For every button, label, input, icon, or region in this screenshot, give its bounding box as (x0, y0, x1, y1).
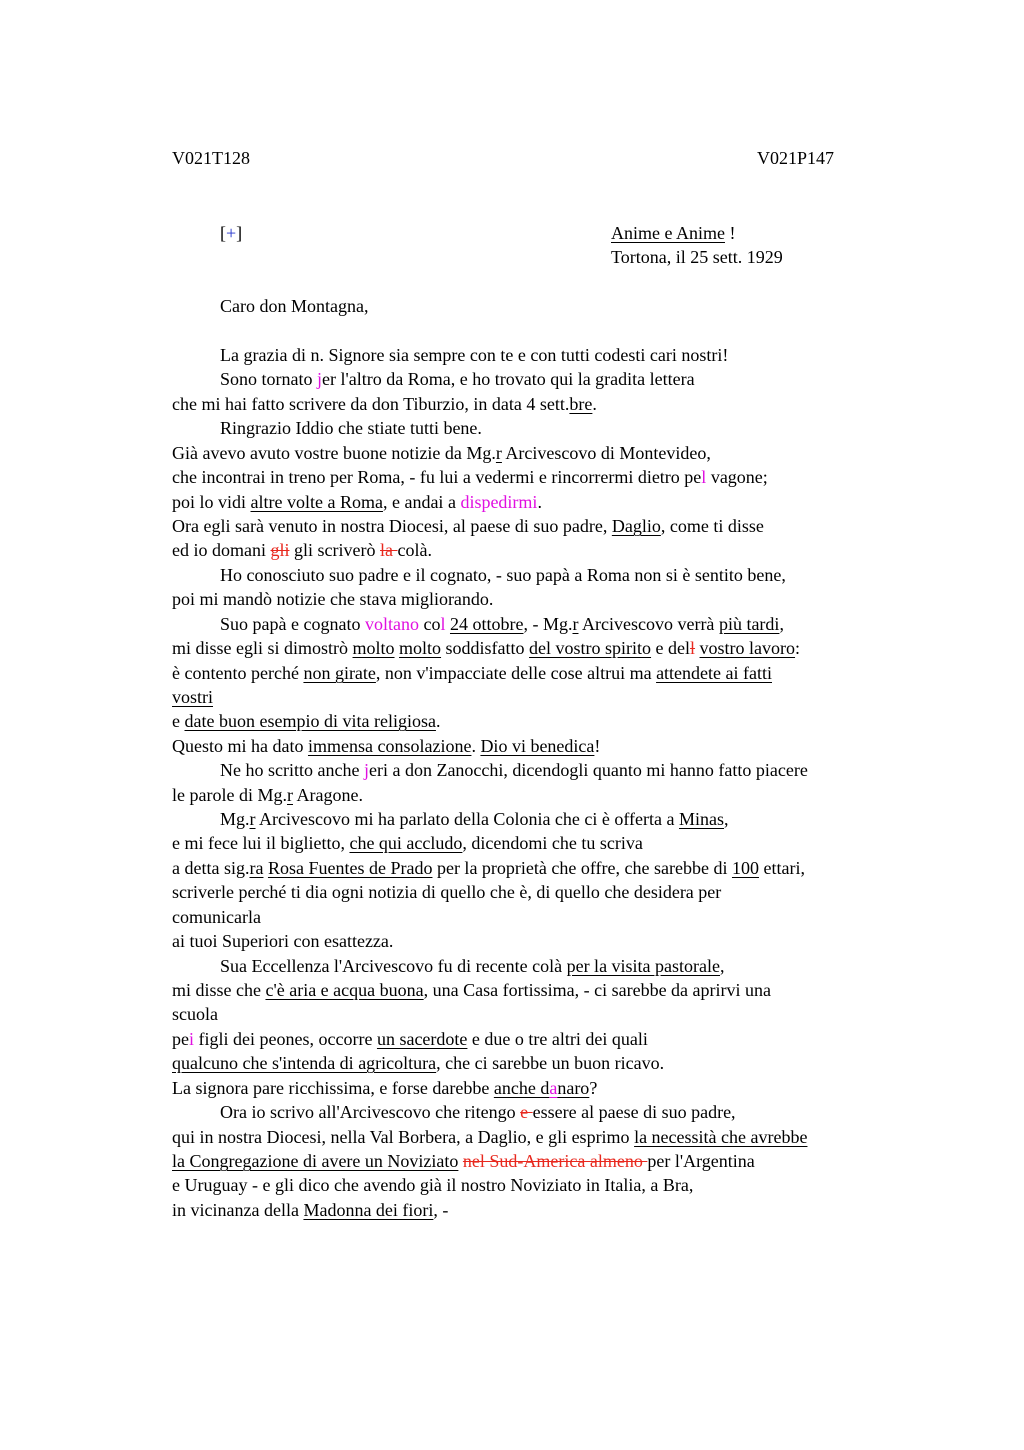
text-segment: essere al paese di suo padre, (532, 1102, 736, 1122)
text-segment: , (779, 614, 784, 634)
text-segment: Ne ho scritto anche (220, 760, 364, 780)
motto-exclamation: ! (724, 223, 736, 243)
letter-line (172, 465, 768, 489)
text-segment: co (418, 614, 441, 634)
text-segment: , (724, 809, 729, 829)
text-segment: naro (557, 1078, 590, 1098)
letter-line (172, 1051, 664, 1075)
text-segment: date buon esempio di vita religiosa (184, 711, 436, 731)
letter-line (172, 783, 363, 807)
text-segment: Aragone. (292, 785, 363, 805)
letter-line (220, 612, 784, 636)
letter-line (172, 978, 771, 1002)
text-segment: anche d (493, 1078, 550, 1098)
text-segment: figli dei peones, occorre (194, 1029, 377, 1049)
plus-marker: + (226, 223, 237, 243)
text-segment: dispedirmi (460, 492, 538, 512)
text-segment: voltano (364, 614, 419, 634)
letter-line (172, 1173, 693, 1197)
text-segment: . (435, 711, 441, 731)
motto-heading (611, 221, 735, 245)
text-segment: e due o tre altri dei quali (467, 1029, 648, 1049)
text-segment: non girate (303, 663, 376, 683)
text-segment: bre (569, 394, 593, 414)
text-segment: Dio vi benedica (480, 736, 595, 756)
text-segment: che incontrai in treno per Roma, - fu lui a vedermi e rincorrermi dietro pe (172, 467, 702, 487)
text-segment: , - Mg. (523, 614, 573, 634)
text-segment: Rosa Fuentes de Prado (267, 858, 433, 878)
text-segment: la Congregazione di avere un Noviziato (172, 1151, 459, 1171)
letter-line (172, 441, 711, 465)
text-segment: le parole di Mg. (172, 785, 287, 805)
text-segment: gli (270, 540, 290, 560)
text-segment: La signora pare ricchissima, e forse darebbe (172, 1078, 494, 1098)
letter-line (172, 514, 764, 538)
letter-line (172, 587, 493, 611)
text-segment: r (572, 614, 579, 634)
text-segment: immensa consolazione (307, 736, 472, 756)
text-segment: e Uruguay - e gli dico che avendo già il nostro Noviziato in Italia, a Bra, (172, 1175, 694, 1195)
letter-line (172, 1027, 648, 1051)
text-segment: . (537, 492, 542, 512)
letter-line (172, 1002, 218, 1026)
place-date: Tortona, il 25 sett. 1929 (611, 247, 783, 267)
text-segment: , (720, 956, 725, 976)
salutation: Caro don Montagna, (220, 296, 369, 316)
letter-line (172, 880, 721, 904)
text-segment: Questo mi ha dato (172, 736, 308, 756)
text-segment: r (495, 443, 502, 463)
text-segment: e (520, 1102, 533, 1122)
letter-line (220, 563, 786, 587)
text-segment: a (549, 1078, 558, 1098)
text-segment: altre volte a Roma (250, 492, 383, 512)
text-segment: molto (352, 638, 395, 658)
text-segment: c'è aria e acqua buona (265, 980, 424, 1000)
text-segment: j (363, 760, 369, 780)
text-segment: molto (399, 638, 442, 658)
text-segment: per la proprietà che offre, che sarebbe di (432, 858, 732, 878)
text-segment: nel Sud-America almeno (462, 1151, 648, 1171)
text-segment: , che ci sarebbe un buon ricavo. (436, 1053, 665, 1073)
text-segment: che mi hai fatto scrivere da don Tiburzio, in data 4 sett. (172, 394, 570, 414)
text-segment: , non v'impacciate delle cose altrui ma (375, 663, 657, 683)
text-segment: qui in nostra Diocesi, nella Val Borbera, a Daglio, e gli esprimo (172, 1127, 635, 1147)
text-segment: l (690, 638, 696, 658)
text-segment: attendete ai fatti (656, 663, 772, 683)
text-segment: j (317, 369, 323, 389)
letter-line (172, 709, 440, 733)
text-segment: poi mi mandò notizie che stava migliorando. (172, 589, 494, 609)
marker-open: [ (220, 223, 226, 243)
letter-line (220, 954, 725, 978)
letter-line (172, 1076, 597, 1100)
motto-text: Anime e Anime (611, 223, 725, 243)
text-segment: e mi fece lui il biglietto, (172, 833, 350, 853)
text-segment: , come ti disse (660, 516, 764, 536)
letter-line (172, 856, 805, 880)
text-segment: Arcivescovo di Montevideo, (501, 443, 711, 463)
text-segment: qualcuno che s'intenda di agricoltura (172, 1053, 437, 1073)
letter-line (220, 758, 808, 782)
marker-close: ] (236, 223, 243, 243)
letter-line (172, 661, 772, 685)
text-segment: più tardi (718, 614, 780, 634)
text-segment: , dicendomi che tu scriva (462, 833, 643, 853)
text-segment: Arcivescovo mi ha parlato della Colonia che ci è offerta a (255, 809, 680, 829)
text-segment: del vostro spirito (529, 638, 652, 658)
text-segment: l (701, 467, 707, 487)
letter-line (172, 392, 597, 416)
text-segment: Già avevo avuto vostre buone notizie da Mg. (172, 443, 496, 463)
letter-line (220, 807, 729, 831)
text-segment: eri a don Zanocchi, dicendogli quanto mi hanno fatto piacere (368, 760, 808, 780)
text-segment: per l'Argentina (647, 1151, 755, 1171)
letter-line (220, 367, 695, 391)
text-segment: Ho conosciuto suo padre e il cognato, - suo papà a Roma non si è sentito bene, (220, 565, 786, 585)
text-segment: e (172, 711, 185, 731)
text-segment: Suo papà e cognato (220, 614, 365, 634)
text-segment: Minas (679, 809, 725, 829)
text-segment: Daglio (611, 516, 661, 536)
text-segment: scuola (172, 1004, 218, 1024)
letter-line (220, 1100, 736, 1124)
text-segment: r (286, 785, 293, 805)
text-segment: mi disse egli si dimostrò (172, 638, 353, 658)
text-segment: : (795, 638, 801, 658)
letter-line (172, 538, 432, 562)
letter-line (172, 929, 393, 953)
text-segment: , - (433, 1200, 449, 1220)
letter-line (172, 905, 261, 929)
letter-line (172, 831, 643, 855)
text-segment: Madonna dei fiori (303, 1200, 434, 1220)
text-segment: ra (249, 858, 264, 878)
letter-line (220, 343, 728, 367)
text-segment: , e andai a (382, 492, 461, 512)
text-segment: in vicinanza della (172, 1200, 304, 1220)
text-segment: vostri (172, 687, 214, 707)
text-segment: , una Casa fortissima, - ci sarebbe da aprirvi una (423, 980, 772, 1000)
text-segment: Ringrazio Iddio che stiate tutti bene. (220, 418, 482, 438)
text-segment: pe (172, 1029, 189, 1049)
letter-line (172, 1149, 755, 1173)
text-segment: i (189, 1029, 195, 1049)
text-segment: . (592, 394, 597, 414)
text-segment: la (379, 540, 398, 560)
text-segment: a detta sig. (172, 858, 250, 878)
text-segment: Sua Eccellenza l'Arcivescovo fu di recente colà (220, 956, 567, 976)
text-segment: è contento perché (172, 663, 304, 683)
text-segment: l (440, 614, 446, 634)
insertion-marker (220, 221, 242, 245)
text-segment: Ora egli sarà venuto in nostra Diocesi, al paese di suo padre, (172, 516, 612, 536)
text-segment: ed io domani (172, 540, 271, 560)
text-segment: 24 ottobre (449, 614, 524, 634)
text-segment: e del (651, 638, 691, 658)
text-segment: . (471, 736, 481, 756)
text-segment: soddisfatto (441, 638, 530, 658)
text-segment: Arcivescovo verrà (578, 614, 719, 634)
letter-line (172, 1125, 807, 1149)
text-segment: Sono tornato (220, 369, 317, 389)
letter-line (172, 490, 542, 514)
text-segment: vostro lavoro (699, 638, 796, 658)
text-segment: La grazia di n. Signore sia sempre con te e con tutti codesti cari nostri! (220, 345, 729, 365)
text-segment: comunicarla (172, 907, 261, 927)
text-segment: che qui accludo (349, 833, 463, 853)
letter-line (172, 734, 600, 758)
text-segment: ? (589, 1078, 598, 1098)
text-segment: la necessità che avrebbe (634, 1127, 808, 1147)
text-segment: 100 (731, 858, 759, 878)
text-segment: ! (594, 736, 601, 756)
letter-line (172, 1198, 448, 1222)
text-segment: er l'altro da Roma, e ho trovato qui la gradita lettera (322, 369, 695, 389)
text-segment: vagone; (706, 467, 768, 487)
document-code-right: V021P147 (757, 148, 835, 168)
text-segment: Mg. (220, 809, 250, 829)
text-segment: ettari, (758, 858, 805, 878)
document-code-left: V021T128 (172, 148, 250, 168)
letter-line (172, 685, 213, 709)
text-segment: gli scriverò (289, 540, 380, 560)
text-segment: poi lo vidi (172, 492, 251, 512)
text-segment: un sacerdote (376, 1029, 468, 1049)
text-segment: colà. (397, 540, 432, 560)
text-segment: scriverle perché ti dia ogni notizia di quello che è, di quello che desidera per (172, 882, 722, 902)
letter-line (172, 636, 800, 660)
text-segment: per la visita pastorale (566, 956, 721, 976)
text-segment: r (249, 809, 256, 829)
text-segment: mi disse che (172, 980, 266, 1000)
text-segment: Ora io scrivo all'Arcivescovo che ritengo (220, 1102, 521, 1122)
letter-line (220, 416, 482, 440)
text-segment: ai tuoi Superiori con esattezza. (172, 931, 394, 951)
